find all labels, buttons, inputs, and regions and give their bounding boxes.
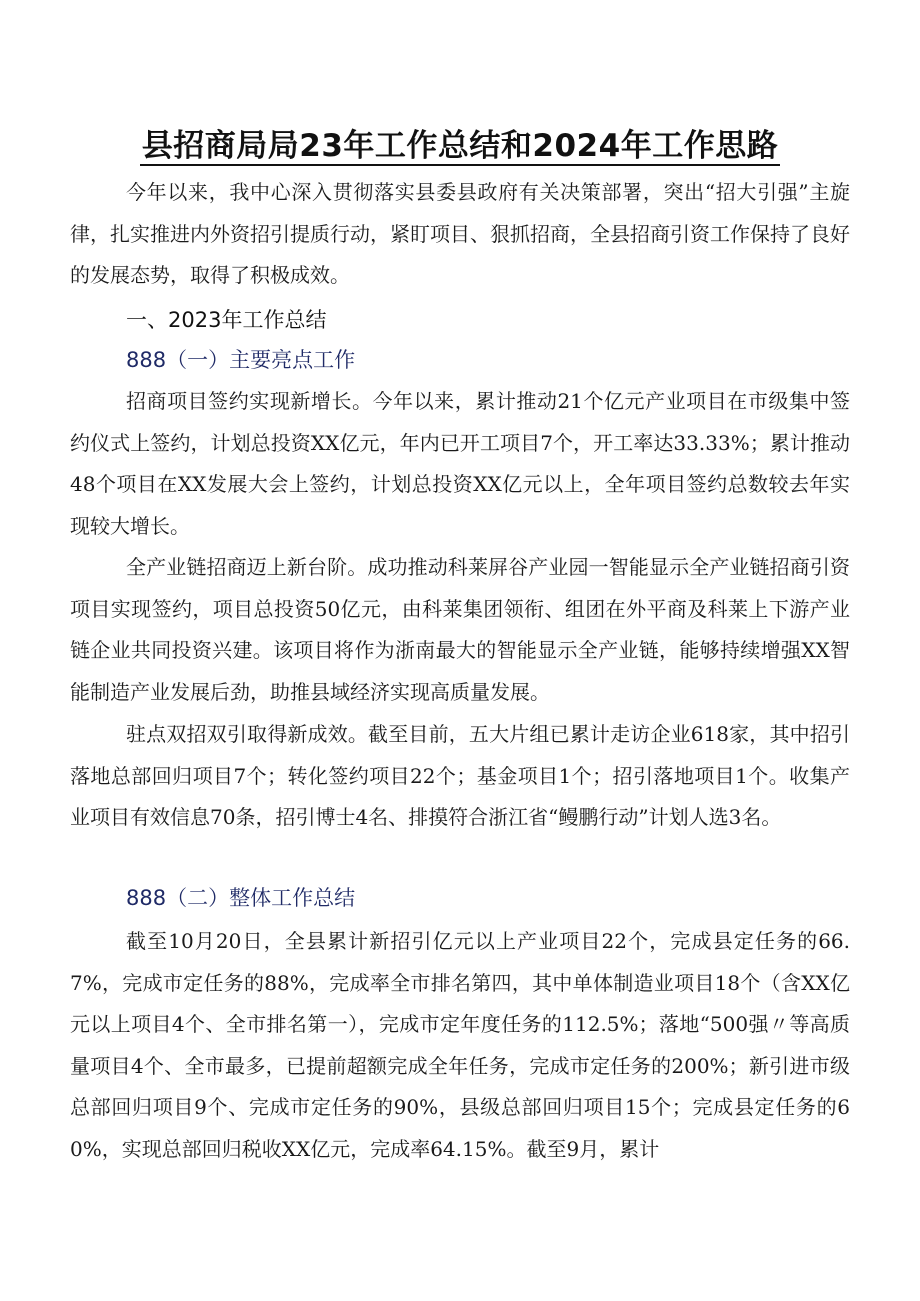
document-title — [0, 126, 920, 166]
paragraph-resident-recruitment: 驻点双招双引取得新成效。截至目前，五大片组已累计走访企业618家，其中招引落地总部回归项目7个；转化签约项目22个；基金项目1个；招引落地项目1个。收集产业项目有效信息70条，招引博士4名、排摸符合浙江省“鳗鹏行动”计划人选3名。 — [70, 722, 850, 829]
document-title-text: 县招商局局23年工作总结和2024年工作思路 — [141, 128, 779, 164]
paragraph-industry-chain: 全产业链招商迈上新台阶。成功推动科莱屏谷产业园一智能显示全产业链招商引资项目实现签约，项目总投资50亿元，由科莱集团领衔、组团在外平商及科莱上下游产业链企业共同投资兴建。该项目将作为浙南最大的智能显示全产业链，能够持续增强XX智能制造产业发展后劲，助推县域经济实现高质量发展。 — [70, 555, 850, 704]
intro-paragraph: 今年以来，我中心深入贯彻落实县委县政府有关决策部署，突出“招大引强”主旋律，扎实推进内外资招引提质行动，紧盯项目、狠抓招商，全县招商引资工作保持了良好的发展态势，取得了积极成效。 — [70, 180, 850, 287]
paragraph-overall-figures: 截至10月20日，全县累计新招引亿元以上产业项目22个，完成县定任务的66.7%，完成市定任务的88%，完成率全市排名第四，其中单体制造业项目18个（含XX亿元以上项目4个、全市排名第一），完成市定年度任务的112.5%；落地“500强〃等高质量项目4个、全市最多，已提前超额完成全年任务，完成市定任务的200%；新引进市级总部回归项目9个、完成市定任务的90%，县级总部回归项目15个；完成县定任务的60%，实现总部回归税收XX亿元，完成率64.15%。截至9月，累计 — [70, 929, 850, 1161]
section-heading-2023-summary: 一、2023年工作总结 — [126, 308, 327, 332]
subsection-heading-highlights: 888（一）主要亮点工作 — [126, 348, 356, 372]
paragraph-project-signing: 招商项目签约实现新增长。今年以来，累计推动21个亿元产业项目在市级集中签约仪式上签约，计划总投资XX亿元，年内已开工项目7个，开工率达33.33%；累计推动48个项目在XX发展大会上签约，计划总投资XX亿元以上，全年项目签约总数较去年实现较大增长。 — [70, 389, 850, 538]
subsection-heading-overall-summary: 888（二）整体工作总结 — [126, 886, 356, 910]
